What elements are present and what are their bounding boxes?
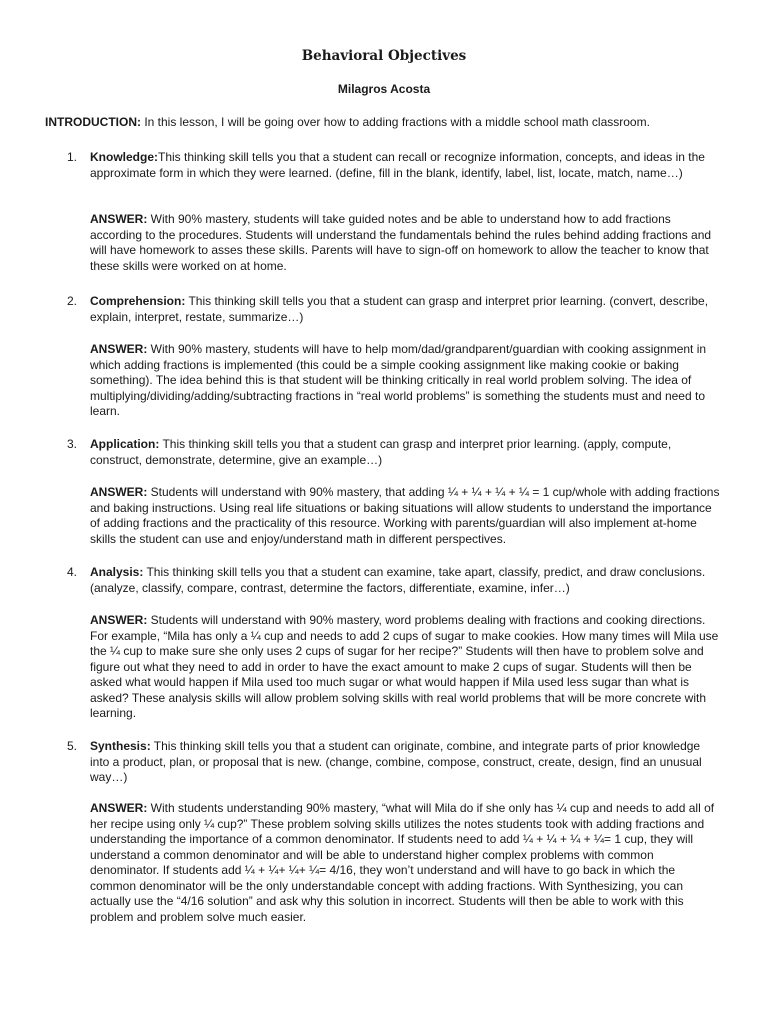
item-answer (90, 342, 722, 420)
item-description (90, 150, 722, 181)
item-number: 2. (67, 294, 78, 308)
item-text: This thinking skill tells you that a student can grasp and interpret prior learning. (convert, describe, explain, interpret, restate, summarize…) (90, 294, 709, 324)
item-number: 1. (67, 150, 78, 164)
answer-label: ANSWER: (90, 801, 148, 815)
item-answer (90, 485, 722, 547)
item-heading: Application: (90, 437, 160, 451)
author-name: Milagros Acosta (337, 82, 431, 96)
item-description (90, 294, 722, 325)
item-number: 5. (67, 739, 78, 753)
answer-label: ANSWER: (90, 485, 148, 499)
introduction-label: INTRODUCTION: (45, 115, 141, 129)
answer-text: Students will understand with 90% mastery, word problems dealing with fractions and cooking directions. For example, “Mila has only a ¼ cup and needs to add 2 cups of sugar to make cookies. How many times will Mila use the ¼ cup to make sure she only uses 2 cups of sugar for her recipe?” Students will then have to problem solve and figure out what they need to add in order to have the exact amount to make 2 cups of sugar. Students will then be asked what would happen if Mila used too much sugar or what would happen if Mila used less sugar than what is asked? These analysis skills will allow problem solving skills with real world problems that will be more concrete with learning. (90, 613, 719, 720)
introduction-paragraph (45, 115, 745, 131)
answer-text: With 90% mastery, students will take guided notes and be able to understand how to add fractions according to the procedures. Students will understand the fundamentals behind the rules behind adding fractions and will have homework to asses these skills. Parents will have to sign-off on homework to allow the teacher to know that these skills were worked on at home. (90, 212, 712, 273)
item-heading: Knowledge: (90, 150, 158, 164)
item-text: This thinking skill tells you that a student can examine, take apart, classify, predict, and draw conclusions. (analyze, classify, compare, contrast, determine the factors, differentiate, examine, infer…) (90, 565, 706, 595)
item-description (90, 739, 722, 786)
item-heading: Analysis: (90, 565, 144, 579)
item-heading: Synthesis: (90, 739, 151, 753)
item-number: 4. (67, 565, 78, 579)
item-number: 3. (67, 437, 78, 451)
page-title: Behavioral Objectives (301, 48, 467, 64)
item-answer (90, 212, 722, 274)
item-answer (90, 613, 722, 722)
item-description (90, 565, 722, 596)
item-text: This thinking skill tells you that a student can originate, combine, and integrate parts of prior knowledge into a product, plan, or proposal that is new. (change, combine, compose, construct, create, design, find an unusual way…) (90, 739, 702, 784)
answer-label: ANSWER: (90, 342, 148, 356)
item-description (90, 437, 722, 468)
item-text: This thinking skill tells you that a student can recall or recognize information, concepts, and ideas in the approximate form in which they were learned. (define, fill in the blank, identify, label, list, locate, match, name…) (90, 150, 705, 180)
item-text: This thinking skill tells you that a student can grasp and interpret prior learning. (apply, compute, construct, demonstrate, determine, give an example…) (90, 437, 672, 467)
answer-text: With students understanding 90% mastery, “what will Mila do if she only has ¼ cup and needs to add all of her recipe using only ¼ cup?” These problem solving skills utilizes the notes students took with adding fractions and understanding the importance of a common denominator. If students need to add ¼ + ¼ + ¼ + ¼= 1 cup, they will understand a common denominator and will be able to understand higher complex problems with common denominator. If students add ¼ + ¼+ ¼+ ¼= 4/16, they won’t understand and will have to go back in which the common denominator will be the only understandable concept with adding fractions. With Synthesizing, you can actually use the “4/16 solution” and ask why this solution in incorrect. Students will then be able to work with this problem and problem solve much easier. (90, 801, 715, 924)
answer-label: ANSWER: (90, 613, 148, 627)
introduction-text: In this lesson, I will be going over how to adding fractions with a middle school math classroom. (141, 115, 650, 129)
item-heading: Comprehension: (90, 294, 186, 308)
answer-text: Students will understand with 90% mastery, that adding ¼ + ¼ + ¼ + ¼ = 1 cup/whole with adding fractions and baking instructions. Using real life situations or baking situations will allow students to understand the importance of adding fractions and the practicality of this resource. Working with parents/guardian will also implement at-home skills the student can use and enjoy/understand math in different perspectives. (90, 485, 720, 546)
answer-label: ANSWER: (90, 212, 148, 226)
item-answer (90, 801, 722, 925)
answer-text: With 90% mastery, students will have to help mom/dad/grandparent/guardian with cooking assignment in which adding fractions is implemented (this could be a simple cooking assignment like making cookie or baking something). The idea behind this is that student will be thinking critically in real world problem solving. The idea of multiplying/dividing/adding/subtracting fractions in “real world problems” is something the students must and need to learn. (90, 342, 707, 418)
